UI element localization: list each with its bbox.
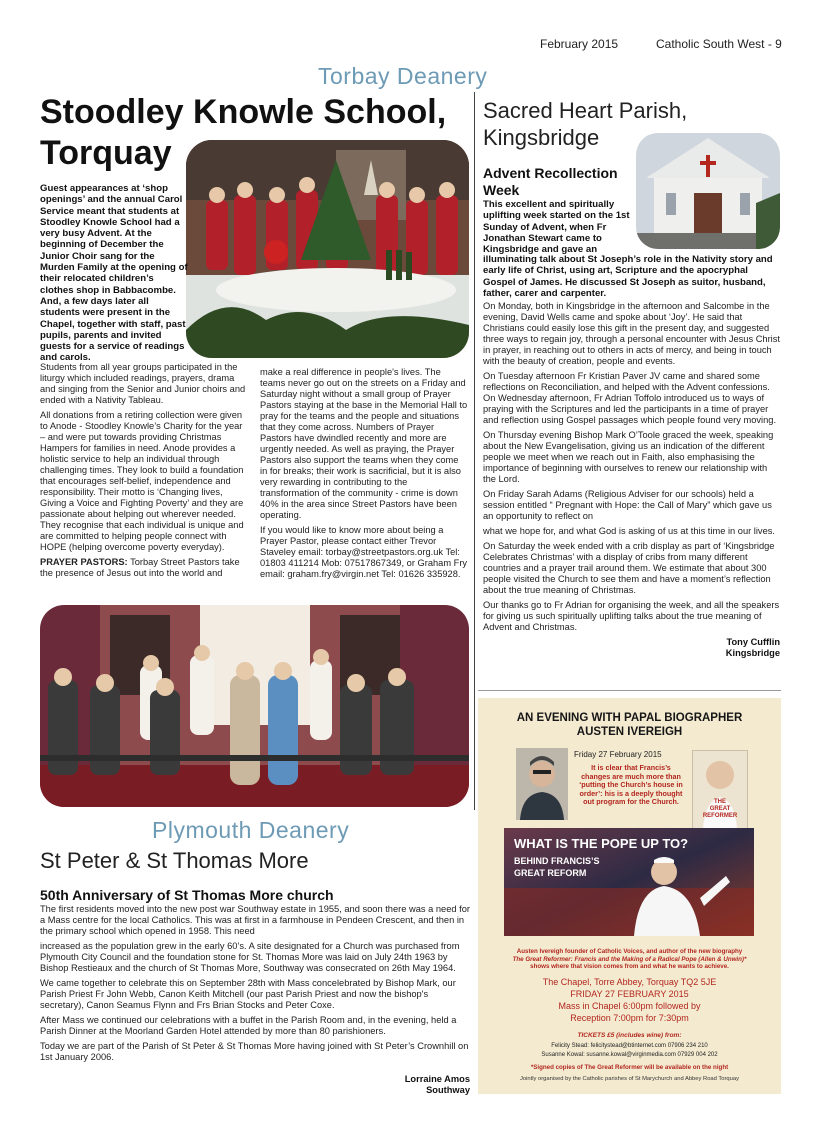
sacred-para: what we hope for, and what God is asking of us at this time in our lives.: [483, 526, 775, 536]
sacred-para: On Monday, both in Kingsbridge in the afternoon and Salcombe in the evening, David Wells came and spoke about ‘Joy’. He said that Christians could easily lose this gift in the present day, and suggested three ways to regain joy, through a personal encounter with Jesus Christ in prayer, in reaching out to others in acts of mercy, and being in touch with the beauty of creation, people and events.: [483, 301, 780, 366]
book-title: [695, 799, 745, 820]
book-title-line: REFORMER: [702, 813, 738, 819]
plymouth-para: increased as the population grew in the early 60’s. A site designated for a Church was purchased from Plymouth City Council and the foundation stone for St. Thomas More was laid on July 24th 1963 by Bishop Restieaux and the church of St Thomas More, Southway was consecrated on 26th May 1964.: [40, 941, 460, 973]
book-title-line: GREAT: [709, 806, 731, 812]
advent-recollection-heading: [483, 165, 618, 199]
poster-venue: The Chapel, Torre Abbey, Torquay TQ2 5JE: [542, 977, 717, 987]
poster-tickets: TICKETS £5 (includes wine) from:: [577, 1032, 682, 1039]
sacred-para: On Saturday the week ended with a crib display as part of ‘Kingsbridge Celebrates Christmas’ with a display of cribs from many different countries and a prayer trail around them. We estimate that about 300 people visited the Church to see them and have a moment’s reflection about the true meaning of Christmas.: [483, 541, 775, 595]
stoodley-column-1: [40, 362, 250, 583]
issue-date: February 2015: [540, 37, 619, 51]
poster-mass-time: Mass in Chapel 6:00pm followed by: [558, 1001, 701, 1011]
choir-photo: [186, 140, 469, 358]
sacred-para: On Friday Sarah Adams (Religious Adviser for our schools) held a session entitled “ Pregnant with Hope: the Call of Mary” which gave us an opportunity to reflect on: [483, 489, 772, 521]
plymouth-body: [40, 904, 472, 1067]
stoodley-column-2: [260, 367, 468, 584]
sacred-intro-wide: illuminating talk about St Joseph’s role in the Nativity story and early life of Christ, using art, Scripture and the apocryphal Gospel of James. He discussed St Joseph as suitor, husband, father, carer and carpenter.: [483, 254, 773, 299]
signature-place: Kingsbridge: [725, 648, 780, 658]
poster-reception-time: Reception 7:00pm for 7:30pm: [570, 1013, 689, 1023]
book-cover: [692, 750, 748, 830]
church-photo: [636, 133, 780, 249]
sacred-intro-narrow: This excellent and spiritually uplifting week started on the 1st Sunday of Advent, when Fr Jonathan Stewart came to Kingsbridge and gave an: [483, 199, 630, 256]
author-photo: [516, 748, 568, 820]
prayer-pastors-para: [40, 557, 250, 579]
signature-name: Lorraine Amos: [404, 1074, 470, 1084]
prayer-pastors-text: Torbay Street Pastors take the presence of Jesus out into the world and: [40, 557, 240, 578]
plymouth-para: After Mass we continued our celebrations with a buffet in the Parish Room and, in the evening, held a Parish Dinner at the Moorland Garden Hotel attended by more than 80 parishioners.: [40, 1015, 457, 1036]
poster-contact-1: Felicity Stead: felicitystead@btinternet.com 07906 234 210: [551, 1043, 708, 1049]
poster-description: [484, 948, 775, 971]
stoodley-para: All donations from a retiring collection were given to Anode - Stoodley Knowle’s Charity for the year – and were put towards providing Christmas Hampers for families in need. Anode provides a holistic service to help an individual through challenging times. They look to build a foundation that encourages self-belief, independence and responsibility. Their motto is ‘Changing lives, Giving a Voice and Fighting Poverty’ and they are passionate about helping out wherever needed. They recognise that each individual is unique and are committed to helping people connect with HOPE (helping overcome poverty everyday).: [40, 410, 244, 552]
poster-title-line2: AUSTEN IVEREIGH: [576, 726, 683, 738]
st-thomas-more-title: St Peter & St Thomas More: [40, 848, 309, 873]
sacred-para: Our thanks go to Fr Adrian for organising the week, and all the speakers for giving us such spiritually uplifting talks about the true meaning of Advent and Christmas.: [483, 600, 780, 632]
description-line: shows where that vision comes from and what he wants to achieve.: [530, 963, 729, 971]
sacred-para: On Thursday evening Bishop Mark O’Toole graced the week, speaking about the New Evangelisation, giving us an indication of the different people we meet when we reach out in Faith, also emphasising the importance of beginning with ourselves to renew our relationship with the Lord.: [483, 430, 774, 484]
sacred-heart-title-line2: Kingsbridge: [483, 125, 600, 150]
banner-subline-2: GREAT REFORM: [514, 868, 587, 878]
plymouth-deanery-heading: Plymouth Deanery: [152, 817, 350, 843]
signature-place: Southway: [426, 1085, 470, 1095]
stoodley-title-line2: Torquay: [40, 134, 172, 172]
poster-signed-copies: *Signed copies of The Great Reformer will be available on the night: [530, 1064, 729, 1071]
poster-organisers: Jointly organised by the Catholic parishes of St Marychurch and Abbey Road Torquay: [519, 1076, 739, 1082]
pope-banner: [504, 828, 754, 936]
book-title-line: THE: [714, 799, 726, 805]
banner-subline-1: BEHIND FRANCIS’S: [514, 856, 600, 866]
event-poster: [478, 698, 781, 1094]
poster-date: Friday 27 February 2015: [574, 750, 662, 759]
anniversary-heading: 50th Anniversary of St Thomas More church: [40, 887, 334, 903]
signature-name: Tony Cufflin: [726, 637, 780, 647]
description-line: Austen Ivereigh founder of Catholic Voices, and author of the new biography: [516, 948, 743, 955]
plymouth-para: We came together to celebrate this on September 28th with Mass concelebrated by Bishop Mark, our Parish Priest Fr John Webb, Canon Keith Mitchell (our past Parish Priest and now the bishop's secretary), Canon Seamus Flynn and Frs Brian Stocks and Peter Coxe.: [40, 978, 456, 1010]
stoodley-para: If you would like to know more about being a Prayer Pastor, please contact either Trevor Staveley email: torbay@streetpastors.org.uk Tel: 01803 411214 Mob: 07517867349, or Graham Fry email: graham.fry@virgin.net Tel: 01626 335928.: [260, 525, 468, 579]
kicker-line: Week: [483, 182, 520, 198]
stoodley-para: Students from all year groups participated in the liturgy which included readings, prayers, drama and singing from the Senior and Junior choirs and ended with a Nativity Tableau.: [40, 362, 246, 405]
poster-event-date: FRIDAY 27 FEBRUARY 2015: [570, 989, 689, 999]
sacred-body: [483, 301, 780, 659]
stoodley-title-line1: Stoodley Knowle School,: [40, 93, 447, 131]
banner-headline: WHAT IS THE POPE UP TO?: [514, 836, 689, 851]
plymouth-signature: [300, 1074, 470, 1096]
poster-contact-2: Susanne Kowal: susanne.kowal@virginmedia.com 07929 004 202: [541, 1052, 718, 1058]
plymouth-para: Today we are part of the Parish of St Peter & St Thomas More having joined with St Peter’s Crownhill on 1st January 2006.: [40, 1041, 469, 1062]
poster-quote: It is clear that Francis’s changes are much more than ‘putting the Church’s house in order’: his is a deeply thought out program for the Church.: [579, 763, 683, 807]
section-divider: [478, 690, 781, 691]
poster-title-line1: AN EVENING WITH PAPAL BIOGRAPHER: [516, 712, 743, 724]
sacred-heart-title-line1: Sacred Heart Parish,: [483, 98, 688, 123]
stoodley-intro: Guest appearances at ‘shop openings’ and the annual Carol Service meant that students at Stoodley Knowle School had a very busy Advent. At the beginning of December the Junior Choir sang for the Murden Family at the opening of their relocated children’s clothes shop in Babbacombe. And, a few days later all students were present in the Chapel, together with staff, past pupils, parents and invited guests for a service of readings and carols.: [40, 183, 188, 364]
nativity-photo: [40, 605, 469, 807]
kicker-line: Advent Recollection: [483, 165, 618, 181]
stoodley-para: make a real difference in people's lives. The teams never go out on the streets on a Friday and Saturday night without a small group of Prayer Pastors staying at the base in the Memorial Hall to pray for the teams and the people and situations that they come across. Numbers of Prayer Pastors have dwindled recently and more are urgently needed. As well as praying, the Prayer Pastors also support the teams when they come in for breaks; their work is sacrificial, but it is also very rewarding in contributing to the transformation of the community - crime is down 40% in the area since Street Pastors have been operating.: [260, 367, 468, 520]
column-divider: [474, 92, 475, 810]
sacred-signature: [483, 637, 780, 659]
torbay-deanery-heading: Torbay Deanery: [318, 63, 488, 89]
description-line: The Great Reformer: Francis and the Making of a Radical Pope (Allen & Unwin)*: [512, 955, 747, 963]
prayer-pastors-label: PRAYER PASTORS:: [40, 557, 128, 567]
sacred-para: On Tuesday afternoon Fr Kristian Paver JV came and shared some reflections on Reconciliation, and helped with the Advent confessions. On Wednesday afternoon, Fr Adrian Toffolo introduced us to ways of praying with the Scriptures and led the participants in a time of prayer and reflection using Gospel passages which people found very moving.: [483, 371, 777, 425]
plymouth-para: The first residents moved into the new post war Southway estate in 1955, and soon there was a need for a Mass centre for the local Catholics. This was at first in a farmhouse in Pendeen Crescent, and then in the primary school which opened in 1958. This need: [40, 904, 470, 936]
masthead: Catholic South West - 9: [656, 37, 782, 51]
